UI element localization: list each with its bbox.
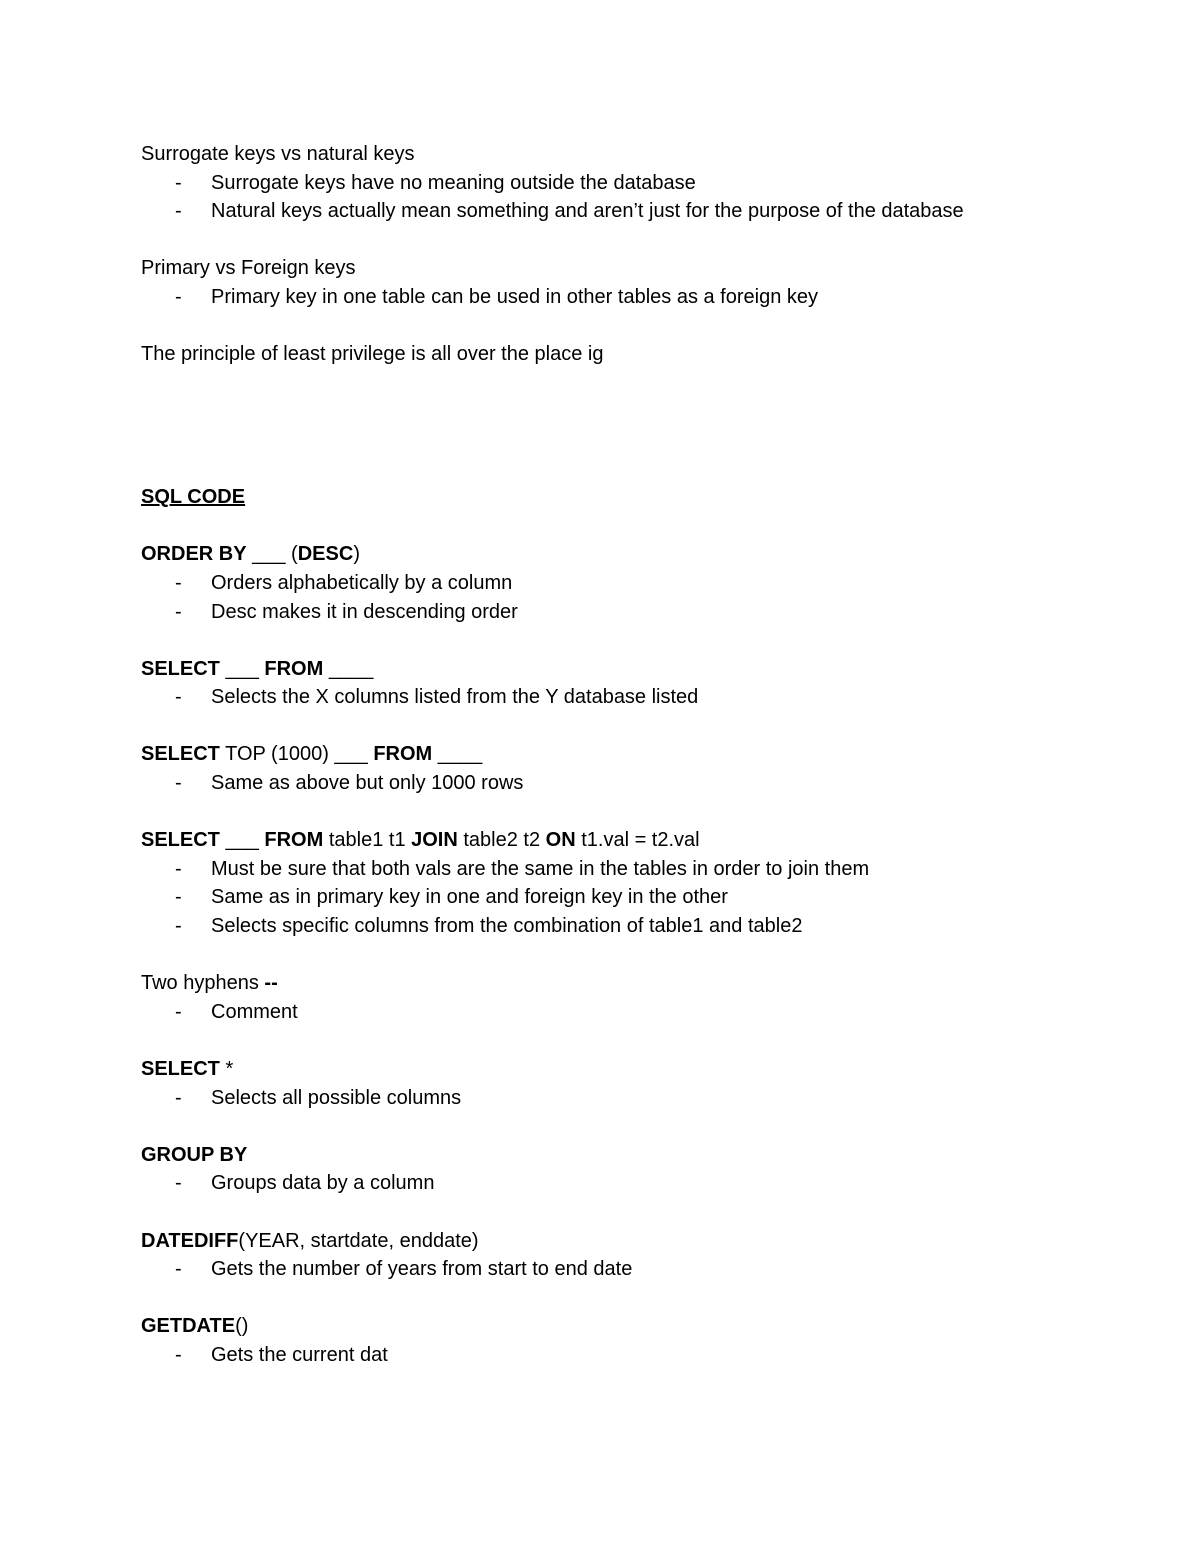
orderby-heading: ORDER BY ___ (DESC) [141,543,360,566]
primary-foreign-heading: Primary vs Foreign keys [141,257,356,280]
bullet-dash: - [175,1172,182,1195]
list-item [141,1169,1101,1198]
bullet-dash: - [175,600,182,623]
list-item-text: Same as above but only 1000 rows [211,772,524,795]
list-item-text: Selects the X columns listed from the Y database listed [211,686,699,709]
list-item-text: Same as in primary key in one and foreign key in the other [211,886,728,909]
list-item [141,883,1101,912]
list-item [141,998,1101,1027]
bullet-dash: - [175,1000,182,1023]
list-item-text: Groups data by a column [211,1172,435,1195]
bullet-dash: - [175,772,182,795]
bullet-dash: - [175,915,182,938]
least-privilege-note: The principle of least privilege is all over the place ig [141,343,604,366]
comment-heading: Two hyphens -- [141,972,278,995]
join-heading: SELECT ___ FROM table1 t1 JOIN table2 t2 ON t1.val = t2.val [141,829,700,852]
list-item-text: Surrogate keys have no meaning outside the database [211,171,696,194]
groupby-heading: GROUP BY [141,1143,248,1166]
bullet-dash: - [175,857,182,880]
list-item [141,169,1101,198]
select-top-heading: SELECT TOP (1000) ___ FROM ____ [141,743,483,766]
list-item-text: Desc makes it in descending order [211,600,518,623]
datediff-heading: DATEDIFF(YEAR, startdate, enddate) [141,1229,479,1252]
list-item-text: Selects all possible columns [211,1086,462,1109]
bullet-dash: - [175,1258,182,1281]
list-item [141,283,1101,312]
bullet-dash: - [175,886,182,909]
list-item [141,569,1101,598]
list-item [141,855,1101,884]
list-item [141,1084,1101,1113]
bullet-dash: - [175,1086,182,1109]
bullet-dash: - [175,1343,182,1366]
select-all-heading: SELECT * [141,1058,234,1080]
document-page [141,140,1101,1370]
sql-code-title: SQL CODE [141,486,246,509]
surrogate-heading: Surrogate keys vs natural keys [141,143,415,165]
list-item-text: Selects specific columns from the combination of table1 and table2 [211,915,803,938]
list-item [141,912,1101,941]
list-item-text: Comment [211,1000,298,1023]
list-item-text: Must be sure that both vals are the same in the tables in order to join them [211,857,870,880]
select-from-heading: SELECT ___ FROM ____ [141,657,374,680]
list-item-text: Natural keys actually mean something and aren’t just for the purpose of the database [211,200,964,223]
bullet-dash: - [175,571,182,594]
list-item [141,1255,1101,1284]
list-item [141,598,1101,627]
getdate-heading: GETDATE() [141,1315,249,1338]
list-item [141,683,1101,712]
list-item [141,769,1101,798]
bullet-dash: - [175,200,182,223]
bullet-dash: - [175,171,182,194]
list-item-text: Primary key in one table can be used in other tables as a foreign key [211,285,819,308]
list-item [141,1341,1101,1370]
list-item-text: Gets the number of years from start to end date [211,1258,633,1281]
list-item [141,197,1101,226]
bullet-dash: - [175,686,182,709]
bullet-dash: - [175,285,182,308]
list-item-text: Gets the current dat [211,1343,388,1366]
list-item-text: Orders alphabetically by a column [211,571,513,594]
